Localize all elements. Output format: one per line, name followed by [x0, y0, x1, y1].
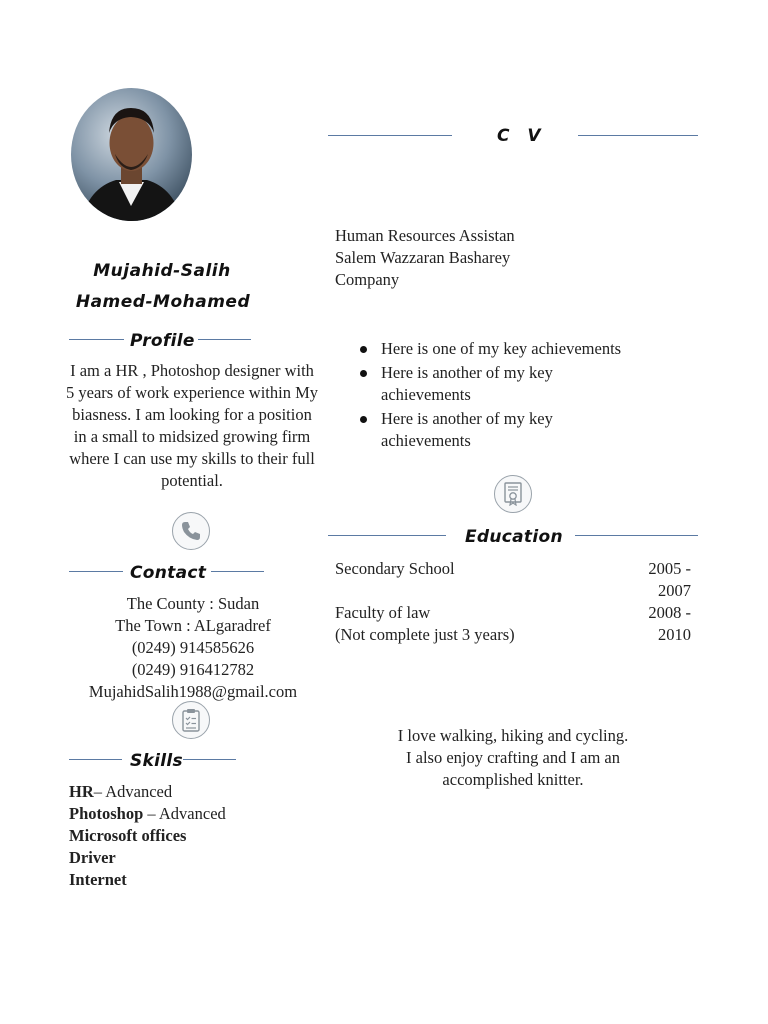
- education-row: [335, 558, 691, 602]
- interests-block: [335, 725, 691, 791]
- certificate-icon: [494, 475, 532, 513]
- skill-item: [69, 803, 226, 825]
- education-school-name: Faculty of law: [335, 603, 431, 622]
- skills-rule-right: [183, 759, 236, 760]
- profile-rule-left: [69, 339, 124, 340]
- education-rule-right: [575, 535, 698, 536]
- education-years: [621, 602, 691, 646]
- contact-town: The Town : ALgaradref: [115, 616, 271, 635]
- interests-line: I also enjoy crafting and I am an: [406, 748, 620, 767]
- education-year-start: 2008 -: [648, 603, 691, 622]
- job-company-line2: Company: [335, 270, 400, 289]
- education-year-end: 2007: [658, 581, 691, 600]
- skill-separator: –: [143, 804, 159, 823]
- skills-list: [69, 781, 226, 891]
- skill-item: [69, 781, 226, 803]
- skill-separator: –: [93, 782, 106, 801]
- skill-level: Advanced: [105, 782, 173, 801]
- person-name-first: Mujahid-Salih: [93, 261, 231, 281]
- interests-line: I love walking, hiking and cycling.: [397, 726, 629, 745]
- contact-phone-1: (0249) 914585626: [131, 638, 255, 657]
- education-school-note: (Not complete just 3 years): [335, 625, 515, 644]
- skill-item: [69, 847, 226, 869]
- contact-rule-left: [69, 571, 123, 572]
- skill-item: [69, 869, 226, 891]
- profile-photo: [71, 88, 192, 221]
- education-rule-left: [328, 535, 446, 536]
- job-title: Human Resources Assistan: [335, 226, 515, 245]
- profile-rule-right: [198, 339, 251, 340]
- skill-name: Driver: [69, 848, 116, 867]
- achievement-item: Here is another of my key achievements: [335, 362, 635, 406]
- achievement-item: Here is another of my key achievements: [335, 408, 635, 452]
- contact-email[interactable]: MujahidSalih1988@gmail.com: [88, 682, 298, 701]
- contact-phone-2: (0249) 916412782: [131, 660, 255, 679]
- achievement-item: Here is one of my key achievements: [335, 338, 695, 360]
- job-block: [335, 225, 515, 291]
- skill-name: Photoshop: [69, 804, 144, 823]
- clipboard-icon: [172, 701, 210, 739]
- cv-header-rule-right: [578, 135, 698, 136]
- phone-icon: [172, 512, 210, 550]
- job-company-line1: Salem Wazzaran Basharey: [335, 248, 511, 267]
- education-row: [335, 602, 691, 646]
- skill-name: Microsoft offices: [69, 826, 187, 845]
- interests-line: accomplished knitter.: [442, 770, 584, 789]
- skills-heading: Skills: [130, 751, 183, 771]
- education-school: Secondary School: [335, 559, 455, 578]
- skill-level: Advanced: [158, 804, 226, 823]
- skill-item: [69, 825, 226, 847]
- education-years: [621, 558, 691, 602]
- skills-rule-left: [69, 759, 122, 760]
- cv-header-rule-left: [328, 135, 452, 136]
- contact-heading: Contact: [130, 563, 207, 583]
- contact-rule-right: [211, 571, 264, 572]
- profile-heading: Profile: [130, 331, 195, 351]
- education-year-start: 2005 -: [648, 559, 691, 578]
- education-heading: Education: [465, 527, 563, 547]
- cv-title: C V: [497, 126, 547, 146]
- education-school: [335, 602, 515, 646]
- contact-country: The County : Sudan: [126, 594, 260, 613]
- achievements-list: [335, 338, 695, 454]
- profile-text: I am a HR , Photoshop designer with 5 years of work experience within My biasness. I am looking for a position in a small to midsized growing firm where I can use my skills to their full potential.: [66, 361, 319, 490]
- person-name-last: Hamed-Mohamed: [75, 292, 251, 312]
- education-year-end: 2010: [658, 625, 691, 644]
- contact-block: [60, 593, 326, 703]
- skill-name: HR: [69, 782, 94, 801]
- skill-name: Internet: [69, 870, 127, 889]
